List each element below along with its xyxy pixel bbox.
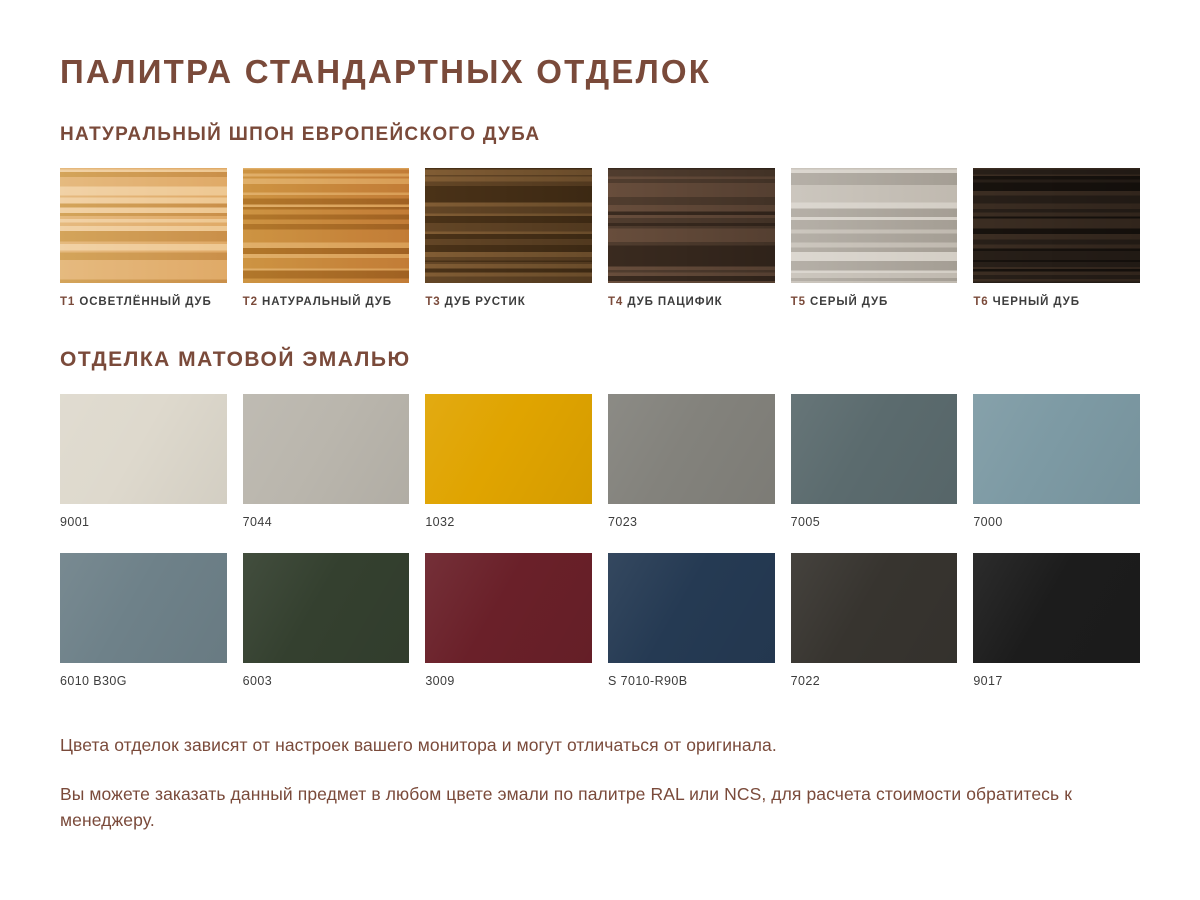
veneer-swatch-label: T5 СЕРЫЙ ДУБ xyxy=(790,296,889,309)
enamel-swatch-color xyxy=(425,553,592,663)
veneer-swatch-item[interactable] xyxy=(243,168,410,308)
veneer-swatch-item[interactable] xyxy=(60,168,227,308)
enamel-swatch-label: 6003 xyxy=(242,674,273,689)
enamel-swatch-item[interactable] xyxy=(608,394,775,547)
notes-block xyxy=(60,732,1140,833)
enamel-swatch-label: 9017 xyxy=(973,674,1003,689)
enamel-swatch-color xyxy=(608,553,775,663)
veneer-swatch-item[interactable] xyxy=(608,168,775,308)
enamel-swatch-label: 7044 xyxy=(242,515,273,530)
veneer-swatch-t2 xyxy=(243,168,410,283)
enamel-swatch-color xyxy=(243,394,410,504)
enamel-swatch-item[interactable] xyxy=(608,553,775,706)
enamel-swatch-color xyxy=(425,394,592,504)
enamel-swatch-grid xyxy=(60,394,1140,706)
veneer-swatch-label: T1 ОСВЕТЛЁННЫЙ ДУБ xyxy=(60,296,212,309)
enamel-swatch-label: 7005 xyxy=(790,515,821,530)
enamel-swatch-label: 9001 xyxy=(60,515,90,530)
enamel-swatch-item[interactable] xyxy=(243,394,410,547)
veneer-swatch-item[interactable] xyxy=(791,168,958,308)
enamel-swatch-color xyxy=(791,394,958,504)
note-custom-order: Вы можете заказать данный предмет в любом цвете эмали по палитре RAL или NCS, для расчета стоимости обратитесь к менеджеру. xyxy=(60,783,1072,830)
enamel-swatch-item[interactable] xyxy=(425,394,592,547)
enamel-swatch-color xyxy=(973,394,1140,504)
enamel-swatch-label: 7023 xyxy=(608,515,638,530)
section-title-veneer: НАТУРАЛЬНЫЙ ШПОН ЕВРОПЕЙСКОГО ДУБА xyxy=(60,124,541,146)
enamel-swatch-color xyxy=(973,553,1140,663)
veneer-swatch-t1 xyxy=(60,168,227,283)
veneer-swatch-t5 xyxy=(791,168,958,283)
section-title-enamel: ОТДЕЛКА МАТОВОЙ ЭМАЛЬЮ xyxy=(60,348,411,372)
enamel-swatch-label: 6010 B30G xyxy=(60,674,127,689)
enamel-swatch-color xyxy=(60,553,227,663)
veneer-swatch-label: T3 ДУБ РУСТИК xyxy=(425,296,526,309)
veneer-swatch-label: T4 ДУБ ПАЦИФИК xyxy=(608,296,723,309)
enamel-swatch-color xyxy=(243,553,410,663)
veneer-swatch-t6 xyxy=(973,168,1140,283)
veneer-swatch-t3 xyxy=(425,168,592,283)
enamel-swatch-item[interactable] xyxy=(973,553,1140,706)
enamel-swatch-item[interactable] xyxy=(243,553,410,706)
enamel-swatch-item[interactable] xyxy=(973,394,1140,547)
veneer-swatch-row xyxy=(60,168,1140,308)
section-spacer xyxy=(60,316,1140,348)
veneer-swatch-label: T2 НАТУРАЛЬНЫЙ ДУБ xyxy=(242,296,392,309)
enamel-swatch-color xyxy=(791,553,958,663)
enamel-swatch-item[interactable] xyxy=(791,553,958,706)
veneer-swatch-label: T6 ЧЕРНЫЙ ДУБ xyxy=(973,296,1080,309)
enamel-swatch-label: 7022 xyxy=(790,674,821,689)
veneer-swatch-t4 xyxy=(608,168,775,283)
enamel-swatch-color xyxy=(608,394,775,504)
page-title: ПАЛИТРА СТАНДАРТНЫХ ОТДЕЛОК xyxy=(60,53,712,90)
enamel-swatch-label: 7000 xyxy=(973,515,1003,530)
enamel-swatch-label: S 7010-R90B xyxy=(608,674,688,689)
enamel-swatch-label: 1032 xyxy=(425,515,455,530)
enamel-swatch-label: 3009 xyxy=(425,674,455,689)
enamel-swatch-color xyxy=(60,394,227,504)
veneer-swatch-item[interactable] xyxy=(973,168,1140,308)
note-monitor-disclaimer: Цвета отделок зависят от настроек вашего монитора и могут отличаться от оригинала. xyxy=(60,735,777,756)
enamel-swatch-item[interactable] xyxy=(791,394,958,547)
enamel-swatch-item[interactable] xyxy=(60,553,227,706)
enamel-swatch-item[interactable] xyxy=(425,553,592,706)
enamel-swatch-item[interactable] xyxy=(60,394,227,547)
veneer-swatch-item[interactable] xyxy=(425,168,592,308)
